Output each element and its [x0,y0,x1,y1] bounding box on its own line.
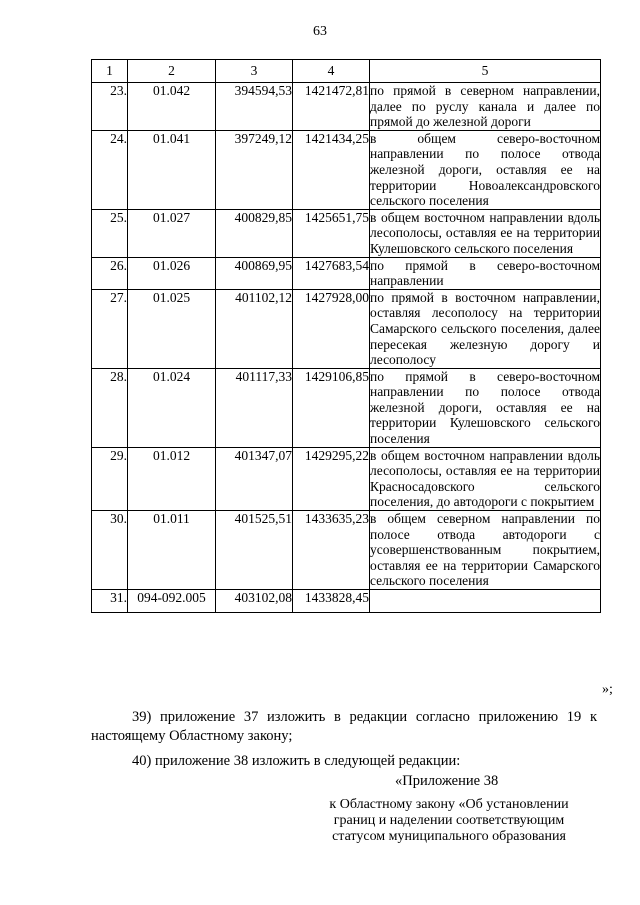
point-code-cell: 094-092.005 [128,590,216,613]
header-cell: 3 [216,60,293,83]
y-coordinate-cell: 1433828,45 [293,590,370,613]
header-cell: 4 [293,60,370,83]
row-number-cell: 24. [92,130,128,209]
point-code-cell: 01.012 [128,447,216,510]
table-row [92,511,601,590]
x-coordinate-cell: 401347,07 [216,447,293,510]
y-coordinate-cell: 1421434,25 [293,130,370,209]
appendix-title: «Приложение 38 [395,773,499,789]
boundary-description-cell: в общем северо-восточном направлении по полосе отвода железной дороги, оставляя ее на территории Новоалександровского сельского поселения [370,130,600,209]
header-cell: 1 [92,60,128,83]
point-code-cell: 01.041 [128,130,216,209]
table-row [92,130,601,209]
table-row [92,289,601,368]
table-row [92,257,601,289]
row-number-cell: 23. [92,83,128,131]
y-coordinate-cell: 1429106,85 [293,368,370,447]
point-code-cell: 01.025 [128,289,216,368]
boundary-description-cell: по прямой в северо-восточном направлении [370,257,600,289]
y-coordinate-cell: 1429295,22 [293,447,370,510]
x-coordinate-cell: 400869,95 [216,257,293,289]
coordinates-table [91,59,601,613]
table-row [92,368,601,447]
x-coordinate-cell: 403102,08 [216,590,293,613]
boundary-description-cell: по прямой в восточном направлении, оставляя лесополосу на территории Самарского сельского поселения, далее пересекая железную дорогу и лесополосу [370,289,600,368]
x-coordinate-cell: 401102,12 [216,289,293,368]
row-number-cell: 29. [92,447,128,510]
y-coordinate-cell: 1427683,54 [293,257,370,289]
point-code-cell: 01.011 [128,511,216,590]
y-coordinate-cell: 1433635,23 [293,511,370,590]
x-coordinate-cell: 401117,33 [216,368,293,447]
table-row [92,590,601,613]
point-code-cell: 01.027 [128,209,216,257]
boundary-description-cell: в общем восточном направлении вдоль лесополосы, оставляя ее на территории Красносадовского сельского поселения, до автодороги с покрытием [370,447,600,510]
boundary-description-cell: по прямой в северо-восточном направлении по полосе отвода железной дороги, оставляя ее на территории Кулешовского сельского поселения [370,368,600,447]
row-number-cell: 31. [92,590,128,613]
paragraph-39: 39) приложение 37 изложить в редакции согласно приложению 19 к настоящему Областному закону; [91,709,597,744]
table-row [92,209,601,257]
boundary-description-cell: в общем восточном направлении вдоль лесополосы, оставляя ее на территории Кулешовского сельского поселения [370,209,600,256]
x-coordinate-cell: 397249,12 [216,130,293,209]
table-row [92,83,601,131]
header-cell: 5 [370,60,601,83]
row-number-cell: 26. [92,257,128,289]
paragraph-40: 40) приложение 38 изложить в следующей редакции: [132,753,461,769]
x-coordinate-cell: 400829,85 [216,209,293,257]
row-number-cell: 28. [92,368,128,447]
table-row [92,447,601,510]
point-code-cell: 01.024 [128,368,216,447]
page-number: 63 [313,24,327,39]
row-number-cell: 27. [92,289,128,368]
y-coordinate-cell: 1425651,75 [293,209,370,257]
boundary-description-cell [370,590,601,613]
header-cell: 2 [128,60,216,83]
table-header-row [92,60,601,83]
appendix-subtitle: к Областному закону «Об установлении границ и наделении соответствующим статусом муниципального образования [329,797,569,844]
row-number-cell: 30. [92,511,128,590]
table-closing-mark: »; [602,682,613,697]
x-coordinate-cell: 394594,53 [216,83,293,131]
boundary-description-cell: в общем северном направлении по полосе отвода автодороги с усовершенствованным покрытием, оставляя ее на территории Самарского сельского поселения [370,511,600,589]
y-coordinate-cell: 1421472,81 [293,83,370,131]
point-code-cell: 01.042 [128,83,216,131]
boundary-description-cell: по прямой в северном направлении, далее по руслу канала и далее по прямой до железной дороги [370,83,600,130]
row-number-cell: 25. [92,209,128,257]
x-coordinate-cell: 401525,51 [216,511,293,590]
y-coordinate-cell: 1427928,00 [293,289,370,368]
point-code-cell: 01.026 [128,257,216,289]
